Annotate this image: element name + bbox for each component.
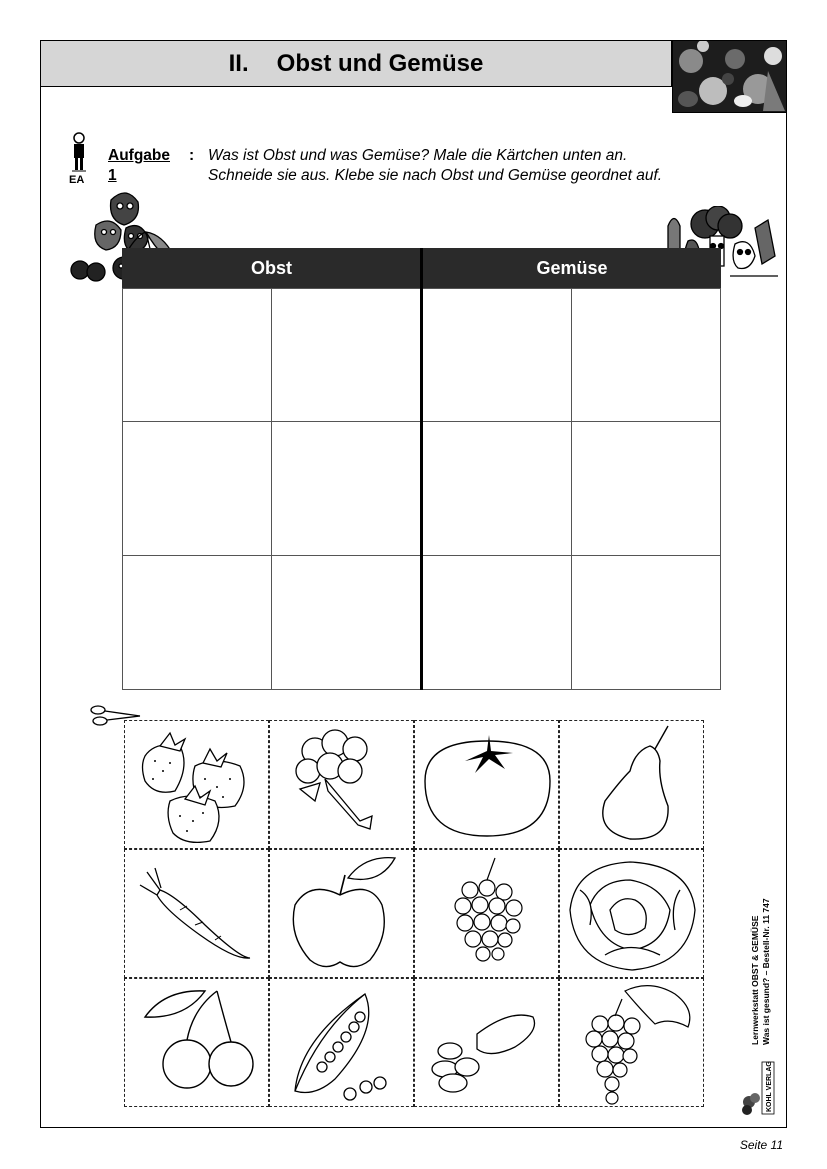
card-grapes[interactable] (559, 978, 704, 1107)
task-label: Aufgabe 1 (108, 147, 170, 184)
gemuese-slot[interactable] (422, 288, 572, 422)
publisher-sidebar (744, 850, 784, 1050)
card-raspberry[interactable] (414, 849, 559, 978)
obst-slot[interactable] (122, 555, 272, 690)
gemuese-slot[interactable] (571, 555, 721, 690)
header-obst: Obst (250, 258, 292, 278)
task-colon: : (189, 147, 195, 164)
card-cucumber[interactable] (414, 978, 559, 1107)
card-cabbage[interactable] (559, 849, 704, 978)
strawberries-icon (125, 721, 270, 850)
card-tomato[interactable] (414, 720, 559, 849)
gemuese-slot[interactable] (571, 288, 721, 422)
obst-slot[interactable] (271, 555, 421, 690)
card-broccoli[interactable] (269, 720, 414, 849)
cherries-icon (125, 979, 270, 1108)
carrot-icon (125, 850, 270, 979)
card-cherries[interactable] (124, 978, 269, 1107)
publisher-logo (740, 1060, 782, 1116)
sidebar-line-1: Lernwerkstatt OBST & GEMÜSE (750, 915, 760, 1045)
chapter-title: Obst und Gemüse (276, 49, 484, 77)
table-center-divider (420, 248, 423, 690)
pear-icon (560, 721, 705, 850)
obst-slot[interactable] (271, 421, 421, 556)
apple-icon (270, 850, 415, 979)
cucumber-icon (415, 979, 560, 1108)
obst-slot[interactable] (122, 288, 272, 422)
card-strawberries[interactable] (124, 720, 269, 849)
sidebar-line-2: Was ist gesund? – Bestell-Nr. 11 747 (761, 898, 771, 1045)
obst-slot[interactable] (271, 288, 421, 422)
card-peas[interactable] (269, 978, 414, 1107)
card-apple[interactable] (269, 849, 414, 978)
ea-label: EA (69, 174, 85, 186)
chapter-number: II. (228, 49, 249, 77)
cut-out-cards (124, 720, 704, 1108)
page-number: Seite 11 (739, 1138, 783, 1152)
cabbage-icon (560, 850, 705, 979)
page-title (40, 40, 672, 87)
obst-slot[interactable] (122, 421, 272, 556)
peas-icon (270, 979, 415, 1108)
header-gemuese: Gemüse (536, 258, 608, 278)
raspberry-icon (415, 850, 560, 979)
svg-text:KOHL VERLAG: KOHL VERLAG (766, 1061, 773, 1112)
card-pear[interactable] (559, 720, 704, 849)
gemuese-slot[interactable] (422, 555, 572, 690)
grapes-icon (560, 979, 705, 1108)
gemuese-slot[interactable] (422, 421, 572, 556)
card-carrot[interactable] (124, 849, 269, 978)
task-line-2: Schneide sie aus. Klebe sie nach Obst und Gemüse geordnet auf. (208, 167, 663, 184)
gemuese-slot[interactable] (571, 421, 721, 556)
broccoli-icon (270, 721, 415, 850)
task-line-1: Was ist Obst und was Gemüse? Male die Kärtchen unten an. (208, 147, 628, 164)
vegetables-photo (672, 40, 787, 113)
tomato-icon (415, 721, 560, 850)
